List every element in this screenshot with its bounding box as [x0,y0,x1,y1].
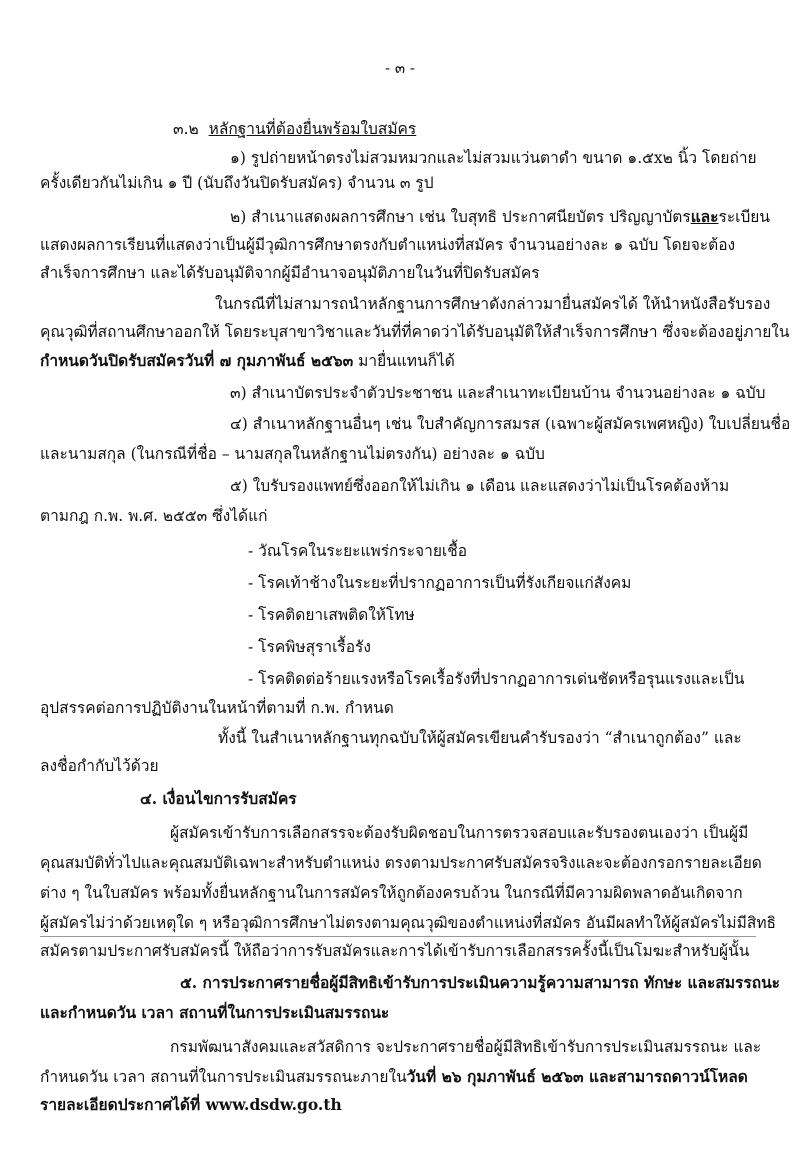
item-2-line-2: แสดงผลการเรียนที่แสดงว่าเป็นผู้มีวุฒิการศึกษาตรงกับตำแหน่งที่สมัคร จำนวนอย่างละ ๑ ฉบับ โดยจะต้อง [40,236,736,254]
section-3-2-title [173,118,416,140]
page-number: - ๓ - [385,59,415,77]
item-2-and-emphasis: และ [690,207,719,226]
section-5-line-2 [40,1066,748,1088]
disease-item: - โรคพิษสุราเรื้อรัง [248,638,371,656]
disease-item-continued: อุปสรรคต่อการปฏิบัติงานในหน้าที่ตามที่ ก.พ. กำหนด [40,699,394,717]
item-2-text-a: ๒) สำเนาแสดงผลการศึกษา เช่น ใบสุทธิ ประกาศนียบัตร ปริญญาบัตร [230,208,691,226]
section-4-line-2: คุณสมบัติทั่วไปและคุณสมบัติเฉพาะสำหรับตำแหน่ง ตรงตามประกาศรับสมัครจริงและจะต้องกรอกรายละเอียด [40,854,762,872]
item-2-line-3: สำเร็จการศึกษา และได้รับอนุมัติจากผู้มีอำนาจอนุมัติภายในวันที่ปิดรับสมัคร [40,264,540,282]
section-4-line-5: สมัครตามประกาศรับสมัครนี้ ให้ถือว่าการรับสมัครและการได้เข้ารับการเลือกสรรครั้งนี้เป็นโมฆะสำหรับผู้นั้น [40,942,750,960]
scan-fold-line [40,936,756,937]
item-1-line-2: ครั้งเดียวกันไม่เกิน ๑ ปี (นับถึงวันปิดรับสมัคร) จำนวน ๓ รูป [40,174,434,192]
item-3: ๓) สำเนาบัตรประจำตัวประชาชน และสำเนาทะเบียนบ้าน จำนวนอย่างละ ๑ ฉบับ [230,384,766,402]
section-4-heading: ๔. เงื่อนไขการรับสมัคร [140,789,297,808]
section-4-line-4: ผู้สมัครไม่ว่าด้วยเหตุใด ๆ หรือวุฒิการศึกษาไม่ตรงตามคุณวุฒิของตำแหน่งที่สมัคร อันมีผลทำให้ผู้สมัครไม่มีสิทธิ [40,914,777,932]
section-4-line-3: ต่าง ๆ ในใบสมัคร พร้อมทั้งยื่นหลักฐานในการสมัครให้ถูกต้องครบถ้วน ในกรณีที่มีความผิดพลาดอันเกิดจาก [40,884,743,902]
section-number: ๓.๒ [173,120,199,138]
section-5-line-2-text: กำหนดวัน เวลา สถานที่ในการประเมินสมรรถนะภายใน [40,1068,407,1086]
item-5-line-1: ๕) ใบรับรองแพทย์ซึ่งออกให้ไม่เกิน ๑ เดือน และแสดงว่าไม่เป็นโรคต้องห้าม [230,477,730,495]
item-4-line-2: และนามสกุล (ในกรณีที่ชื่อ – นามสกุลในหลักฐานไม่ตรงกัน) อย่างละ ๑ ฉบับ [40,445,545,463]
note-line-1: ทั้งนี้ ในสำเนาหลักฐานทุกฉบับให้ผู้สมัครเขียนคำรับรองว่า “สำเนาถูกต้อง” และ [218,729,742,747]
disease-item: - โรคเท้าช้างในระยะที่ปรากฏอาการเป็นที่รังเกียจแก่สังคม [248,574,632,592]
item-5-line-2: ตามกฎ ก.พ. พ.ศ. ๒๕๕๓ ซึ่งได้แก่ [40,507,268,525]
section-5-line-3: รายละเอียดประกาศได้ที่ www.dsdw.go.th [40,1095,342,1114]
disease-item: - โรคติดยาเสพติดให้โทษ [248,606,415,624]
section-5-heading-line-1: ๕. การประกาศรายชื่อผู้มีสิทธิเข้ารับการประเมินความรู้ความสามารถ ทักษะ และสมรรถนะ [180,973,780,992]
item-2-para-2-line-1: ในกรณีที่ไม่สามารถนำหลักฐานการศึกษาดังกล่าวมายื่นสมัครได้ ให้นำหนังสือรับรอง [215,295,771,313]
item-1-line-1: ๑) รูปถ่ายหน้าตรงไม่สวมหมวกและไม่สวมแว่นตาดำ ขนาด ๑.๕x๒ นิ้ว โดยถ่าย [230,149,757,167]
section-5-line-1: กรมพัฒนาสังคมและสวัสดิการ จะประกาศรายชื่อผู้มีสิทธิเข้ารับการประเมินสมรรถนะ และ [170,1038,762,1056]
deadline-tail: มายื่นแทนก็ได้ [353,352,455,370]
deadline-bold: กำหนดวันปิดรับสมัครวันที่ ๗ กุมภาพันธ์ ๒๕๖๓ [40,351,354,370]
section-5-heading-line-2: และกำหนดวัน เวลา สถานที่ในการประเมินสมรรถนะ [40,1003,390,1022]
item-2-para-2-line-2: คุณวุฒิที่สถานศึกษาออกให้ โดยระบุสาขาวิชาและวันที่ที่คาดว่าได้รับอนุมัติให้สำเร็จการศึกษา ซึ่งจะต้องอยู่ภายใน [40,323,790,341]
item-2-para-2-line-3 [40,350,455,372]
disease-item: - โรคติดต่อร้ายแรงหรือโรคเรื้อรังที่ปรากฏอาการเด่นชัดหรือรุนแรงและเป็น [248,670,745,688]
section-4-line-1: ผู้สมัครเข้ารับการเลือกสรรจะต้องรับผิดชอบในการตรวจสอบและรับรองตนเองว่า เป็นผู้มี [170,824,749,842]
item-2-text-c: ระเบียน [718,208,770,226]
item-4-line-1: ๔) สำเนาหลักฐานอื่นๆ เช่น ใบสำคัญการสมรส (เฉพาะผู้สมัครเพศหญิง) ใบเปลี่ยนชื่อ [230,415,791,433]
announcement-date-bold: วันที่ ๒๖ กุมภาพันธ์ ๒๕๖๓ และสามารถดาวน์โหลด [406,1067,748,1086]
item-2-line-1 [230,206,770,228]
note-line-2: ลงชื่อกำกับไว้ด้วย [40,757,159,775]
disease-item: - วัณโรคในระยะแพร่กระจายเชื้อ [248,542,468,560]
section-heading: หลักฐานที่ต้องยื่นพร้อมใบสมัคร [208,120,417,138]
